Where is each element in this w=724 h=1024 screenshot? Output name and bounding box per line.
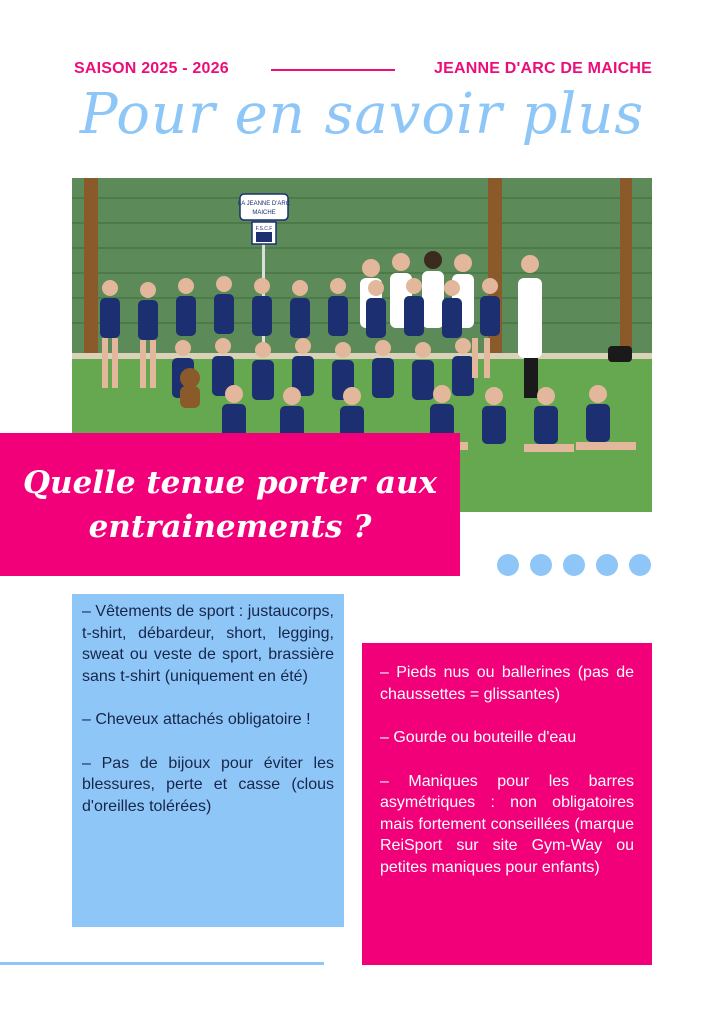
- footer-divider: [0, 962, 324, 965]
- water-rule-item: – Gourde ou bouteille d'eau: [380, 729, 577, 746]
- clothing-rule-item: – Vêtements de sport : justaucorps, t-shirt, débardeur, short, legging, sweat ou veste de sport, brassière sans t-shirt (uniquement en été): [82, 603, 334, 685]
- dot: [497, 554, 519, 576]
- outfit-heading-banner: [0, 433, 460, 576]
- club-name: JEANNE D'ARC DE MAICHE: [433, 60, 652, 77]
- outfit-heading: Quelle tenue porter aux entrainements ?: [23, 464, 437, 545]
- footwear-rule-item: – Pieds nus ou ballerines (pas de chaussettes = glissantes): [380, 664, 634, 703]
- dot: [629, 554, 651, 576]
- season-label: SAISON 2025 - 2026: [74, 60, 229, 77]
- sign-line-1: LA JEANNE D'ARC: [237, 201, 291, 207]
- page-title: Pour en savoir plus: [79, 82, 645, 147]
- equipment-rules-box: [362, 643, 652, 965]
- header-divider: [271, 69, 395, 71]
- jewelry-rule-item: – Pas de bijoux pour éviter les blessures, perte et casse (clous d'oreilles tolérées): [82, 754, 334, 815]
- dot: [596, 554, 618, 576]
- dot: [563, 554, 585, 576]
- decorative-dots: [497, 554, 651, 576]
- dot: [530, 554, 552, 576]
- sign-line-2: MAICHE: [252, 210, 276, 216]
- clothing-rules-box: [72, 594, 344, 927]
- hair-rule-item: – Cheveux attachés obligatoire !: [82, 711, 311, 728]
- sign-line-3: F.S.C.F: [255, 226, 273, 232]
- grips-rule-item: – Maniques pour les barres asymétriques : non obligatoires mais fortement conseillées (marque ReiSport sur site Gym-Way ou petites maniques pour enfants): [380, 772, 634, 876]
